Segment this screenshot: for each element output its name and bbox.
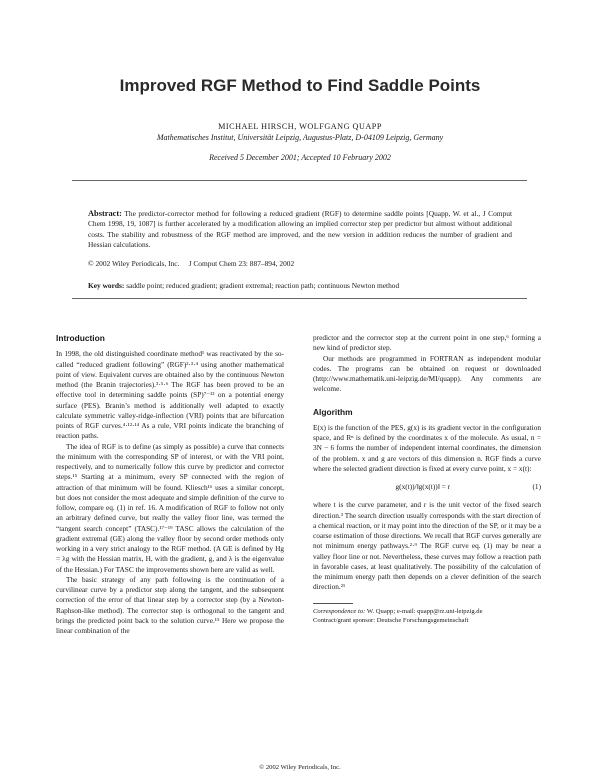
footnote-rule — [313, 603, 353, 604]
equation-number: (1) — [532, 482, 541, 491]
affiliation: Mathematisches Institut, Universität Leipzig, Augustus-Platz, D-04109 Leipzig, Germany — [156, 133, 444, 142]
section-heading-algorithm: Algorithm — [313, 406, 353, 417]
correspondence-label: Correspondence to: — [313, 607, 366, 615]
left-column — [56, 333, 284, 636]
intro-paragraph-1: In 1998, the old distinguished coordinate method¹ was reactivated by the so-called “reduced gradient following” (RGF)²·³·⁴ using another mathematical point of view. Equivalent curves are obtained also by the continuous Newton method (the Branin trajectories).³·⁵·⁶ The RGF has been proved to be an effective tool in determining saddle points (SP)⁷⁻¹³ on a potential energy surface (PES). Branin’s method is additionally well adapted to exactly calculate symmetric valley-ridge-inflection (VRI) points that are bifurcation points of RGF curves.⁴·¹²·¹⁴ As a rule, VRI points indicate the branching of reaction paths. — [56, 349, 284, 441]
paper-title: Improved RGF Method to Find Saddle Points — [119, 76, 481, 95]
equation-1 — [313, 482, 541, 492]
abstract-label: Abstract: — [88, 209, 122, 218]
correspondence-note — [313, 607, 541, 616]
keywords-text: saddle point; reduced gradient; gradient extremal; reaction path; continuous Newton method — [126, 281, 400, 290]
algorithm-paragraph-1: E(x) is the function of the PES, g(x) is its gradient vector in the configuration space, and Rⁿ is defined by the coordinates x of the molecule. As usual, n = 3N − 6 forms the number of independent internal coordinates, the dimension of the problem. x and g are vectors of this dimension n. RGF finds a curve where the selected gradient direction is fixed at every curve point, x = x(t): — [313, 422, 541, 473]
right-paragraph-2: Our methods are programmed in FORTRAN as independent modular codes. The programs can be obtained on request or downloaded (http://www.mathematik.uni-leipzig.de/MI/quapp). Any comments are welcome. — [313, 353, 541, 394]
received-dates: Received 5 December 2001; Accepted 10 February 2002 — [209, 153, 391, 162]
correspondence-text: W. Quapp; e-mail: quapp@rz.uni-leipzig.de — [366, 607, 483, 615]
header-rule — [72, 180, 527, 181]
section-heading-introduction: Introduction — [56, 333, 105, 343]
algorithm-paragraph-2: where t is the curve parameter, and r is the unit vector of the fixed search direction.³ The search direction usually corresponds with the start direction of a chemical reaction, or it may point into the direction of the SP, or it may be a coarse estimation of those directions. We recall that RGF curves generally are not minimum energy pathways.²·⁹ The RGF curve eq. (1) may be near a valley floor line or not. Nevertheless, these curves may follow a reaction path in favorable cases, at least qualitatively. The possibility of the calculation of the minimum energy path then depends on a clever definition of the search direction.²¹ — [313, 500, 541, 592]
equation-body: g(x(t))/‖g(x(t))‖ = r — [395, 482, 450, 491]
authors: MICHAEL HIRSCH, WOLFGANG QUAPP — [218, 122, 382, 131]
page-footer: © 2002 Wiley Periodicals, Inc. — [259, 764, 341, 771]
grant-note: Contract/grant sponsor: Deutsche Forschungsgemeinschaft — [313, 616, 469, 624]
abstract — [88, 209, 512, 250]
intro-paragraph-2: The idea of RGF is to define (as simply as possible) a curve that connects the minimum with the corresponding SP of interest, or with the VRI point, respectively, and to numerically follow this curve by predictor and corrector steps.¹⁵ Starting at a minimum, every SP connected with the region of attraction of that minimum will be found. Kliesch¹⁶ uses a similar concept, but does not consider the most adequate and simple definition of the curve to follow, compare eq. (1) in ref. 16. A modification of RGF to follow not only an arbitrary defined curve, but really the valley floor line, was termed the “tangent search concept” (TASC).¹⁷⁻¹⁹ TASC allows the calculation of the gradient extremal (GE) along the valley floor by second order methods only working in a very strict analogy to the RGF method. (A GE is defined by Hg = λg with the Hessian matrix, H, with the gradient, g, and λ is the eigenvalue of the Hessian.) For TASC the improvements shown here are valid as well. — [56, 441, 284, 574]
intro-paragraph-3: The basic strategy of any path following is the continuation of a curvilinear curve by a predictor step along the tangent, and the subsequent correction of the error of that linear step by a corrector step (by a Newton-Raphson-like method). The corrector step is orthogonal to the tangent and brings the predicted point back to the solution curve.¹⁵ Here we propose the linear combination of the — [56, 574, 284, 635]
right-column — [313, 333, 541, 625]
abstract-rule — [72, 298, 527, 299]
abstract-copyright: © 2002 Wiley Periodicals, Inc. J Comput Chem 23: 887–894, 2002 — [88, 259, 295, 268]
right-paragraph-1: predictor and the corrector step at the current point in one step,⁶ forming a new kind of predictor step. — [313, 333, 541, 353]
abstract-text: The predictor-corrector method for following a reduced gradient (RGF) to determine saddle points [Quapp, W. et al., J Comput Chem 1998, 19, 1087] is further accelerated by a modification allowing an implied corrector step per predictor but almost without additional costs. The stability and robustness of the RGF method are improved, and the new version in addition reduces the number of gradient and Hessian calculations. — [88, 209, 512, 249]
keywords-label: Key words: — [88, 281, 125, 290]
keywords — [88, 281, 512, 290]
